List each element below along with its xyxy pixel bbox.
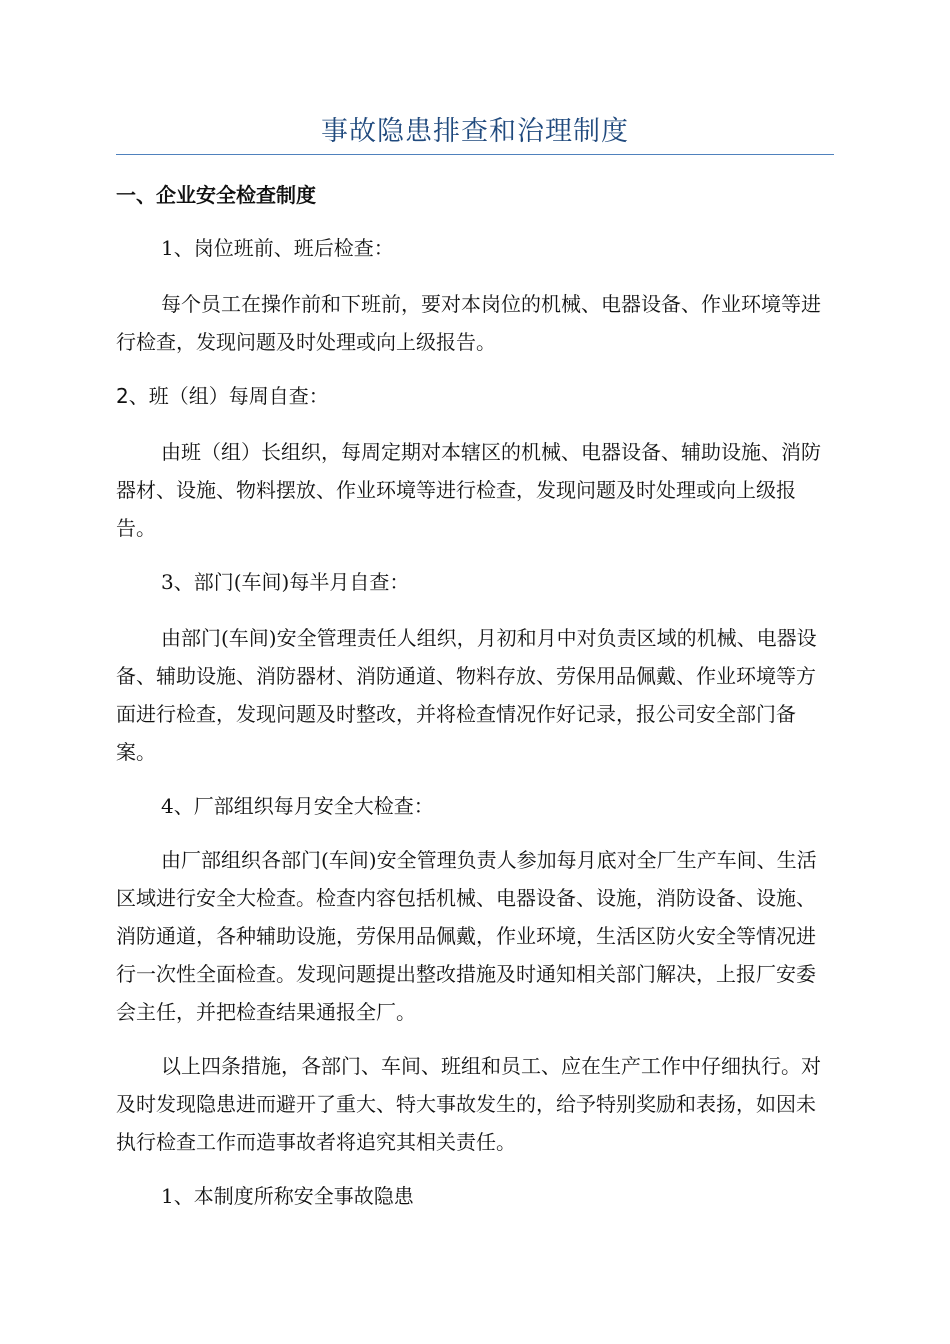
paragraph-4: 由厂部组织各部门(车间)安全管理负责人参加每月底对全厂生产车间、生活区域进行安全大检查。检查内容包括机械、电器设备、设施，消防设备、设施、消防通道，各种辅助设施，劳保用品佩戴，作业环境，生活区防火安全等情况进行一次性全面检查。发现问题提出整改措施及时通知相关部门解决，上报厂安委会主任，并把检查结果通报全厂。 [116, 848, 817, 1024]
title-underline [116, 154, 834, 155]
item-heading-1: 1、岗位班前、班后检查： [161, 236, 394, 260]
item-heading-3: 3、部门(车间)每半月自查： [161, 570, 410, 594]
item-heading-4: 4、厂部组织每月安全大检查： [161, 794, 434, 818]
document-title: 事故隐患排查和治理制度 [321, 116, 629, 147]
paragraph-3: 由部门(车间)安全管理责任人组织，月初和月中对负责区域的机械、电器设备、辅助设施、消防器材、消防通道、物料存放、劳保用品佩戴、作业环境等方面进行检查，发现问题及时整改，并将检查情况作好记录，报公司安全部门备案。 [116, 626, 817, 764]
section-heading: 一、企业安全检查制度 [116, 183, 316, 207]
paragraph-5: 以上四条措施，各部门、车间、班组和员工、应在生产工作中仔细执行。对及时发现隐患进而避开了重大、特大事故发生的，给予特别奖励和表扬，如因未执行检查工作而造事故者将追究其相关责任。 [116, 1054, 821, 1154]
item-heading-5: 1、本制度所称安全事故隐患 [161, 1184, 414, 1208]
item-heading-2: 2、班（组）每周自查： [116, 384, 329, 408]
paragraph-2: 由班（组）长组织，每周定期对本辖区的机械、电器设备、辅助设施、消防器材、设施、物料摆放、作业环境等进行检查，发现问题及时处理或向上级报告。 [116, 440, 821, 540]
paragraph-1: 每个员工在操作前和下班前，要对本岗位的机械、电器设备、作业环境等进行检查，发现问题及时处理或向上级报告。 [116, 292, 821, 354]
